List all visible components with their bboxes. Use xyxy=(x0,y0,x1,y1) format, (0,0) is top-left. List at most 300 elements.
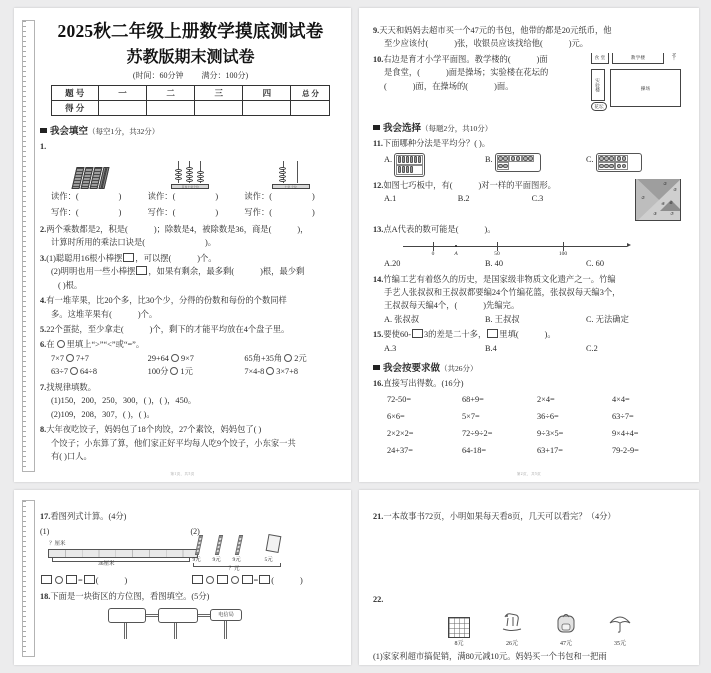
compare-circle-icon[interactable] xyxy=(170,367,178,375)
price-4: 5元 xyxy=(264,557,273,564)
question-2 xyxy=(40,223,341,250)
q12-option-c[interactable]: C.3 xyxy=(531,194,544,204)
question-13 xyxy=(373,223,687,271)
question-number: 18. xyxy=(40,591,51,601)
sub-label: (1) xyxy=(40,527,50,537)
map-flowerbed: 花坛 xyxy=(591,102,607,111)
page-2 xyxy=(359,8,699,482)
question-number: 22. xyxy=(373,595,384,605)
street-map-diagram xyxy=(40,606,341,640)
length-bar-figure xyxy=(40,539,191,569)
calc-item[interactable]: 4×4= xyxy=(612,394,630,404)
q7-line1[interactable]: (1)150，200，250，300，( )，( )，450。 xyxy=(51,396,197,406)
empty-box-icon[interactable] xyxy=(84,575,95,584)
question-number: 15. xyxy=(373,330,384,340)
score-col-2: 三 xyxy=(195,86,243,101)
question-16 xyxy=(373,377,687,458)
good-umbrella xyxy=(608,611,632,649)
calc-item[interactable]: 72÷9÷2= xyxy=(462,428,493,438)
expr-right: 9×7 xyxy=(180,353,194,363)
section-title: 我会填空 xyxy=(50,127,89,137)
price-label: 35元 xyxy=(613,640,626,647)
q14-line2: 手艺人张叔叔和王叔叔都要编24个竹编花篮，张叔叔每天编3个， xyxy=(384,287,621,297)
empty-box-icon[interactable] xyxy=(217,575,228,584)
page-footer: 第1页，共5页 xyxy=(170,472,195,476)
q1-write-2[interactable] xyxy=(148,205,245,221)
q6-row-2 xyxy=(40,365,341,378)
score-table xyxy=(51,85,331,116)
paren: ) xyxy=(118,208,122,218)
q13-option-a[interactable]: A.20 xyxy=(384,259,401,269)
group-cell xyxy=(497,155,510,163)
q6-compare-item[interactable] xyxy=(244,352,341,365)
exam-meta xyxy=(40,70,341,81)
q6-compare-item[interactable] xyxy=(244,365,341,378)
tangram-label-1: ① xyxy=(663,180,667,186)
map-north-indicator xyxy=(667,53,681,64)
q14-text-c: )先编完。 xyxy=(483,301,520,311)
compare-circle-icon[interactable] xyxy=(284,354,292,362)
score-col-3: 四 xyxy=(243,86,291,101)
page-footer: 第2页，共5页 xyxy=(516,472,542,476)
price-label: 8元 xyxy=(454,640,464,647)
q9-text-d: )元。 xyxy=(568,39,589,49)
question-number: 1. xyxy=(40,142,47,151)
sticks-bundle-figure xyxy=(40,167,140,189)
price-items-figure xyxy=(191,539,342,573)
street-node-2[interactable] xyxy=(158,608,198,623)
q1-write-row xyxy=(40,205,341,221)
empty-box-icon[interactable] xyxy=(66,575,77,584)
q1-read-1[interactable] xyxy=(51,189,148,205)
unknown-length-label: ？厘米 xyxy=(49,541,66,548)
question-number: 16. xyxy=(373,379,384,389)
operator-circle-icon[interactable] xyxy=(206,576,214,584)
tick-label-0: 0 xyxy=(431,251,435,258)
question-number: 7. xyxy=(40,382,47,392)
calc-item[interactable]: 6×6= xyxy=(387,411,405,421)
page-3-body xyxy=(40,508,341,642)
empty-box-icon[interactable] xyxy=(192,575,203,584)
compare-circle-icon[interactable] xyxy=(66,354,74,362)
q11-option-c[interactable] xyxy=(586,153,687,172)
option-letter: A. xyxy=(384,154,393,164)
tangram-label-7: ⑦ xyxy=(670,210,674,216)
q4-text-b: 多。这堆苹果有( xyxy=(51,309,112,319)
section-note: （每空1分，共32分） xyxy=(88,127,160,136)
page-3 xyxy=(14,490,351,665)
read-label: 读作：( xyxy=(51,192,79,202)
empty-box-icon[interactable] xyxy=(487,329,498,338)
group-cell xyxy=(598,162,616,170)
calc-item[interactable]: 63÷7= xyxy=(612,411,634,421)
q2-text-c: )， xyxy=(297,224,309,234)
empty-box-icon[interactable] xyxy=(136,266,147,275)
group-cell xyxy=(615,155,628,163)
question-number: 9. xyxy=(373,26,380,35)
street-segment xyxy=(174,623,177,639)
calc-item[interactable]: 2×4= xyxy=(537,394,555,404)
q1-read-2[interactable] xyxy=(148,189,245,205)
q14-text-b: 王叔叔每天编4个，( xyxy=(384,301,458,311)
q3-line3[interactable]: ( )根。 xyxy=(58,280,83,290)
section-compute xyxy=(373,360,687,374)
q13-option-b[interactable]: B. 40 xyxy=(485,259,503,269)
abacus-base-label: 十位 个位 xyxy=(272,184,310,189)
q5-text-a: 22个蛋挞，至少拿走( xyxy=(46,325,124,334)
score-cell[interactable] xyxy=(243,101,291,116)
q2-text-b: )；除数是4，被除数是36，商是( xyxy=(153,224,272,234)
q17-answer-2[interactable]: = ( ) xyxy=(191,574,342,587)
q2-line2 xyxy=(40,236,341,249)
notebook-icon xyxy=(267,535,280,556)
q1-read-3[interactable] xyxy=(244,189,341,205)
question-6 xyxy=(40,338,341,378)
question-18 xyxy=(40,590,341,640)
number-line-diagram xyxy=(373,239,687,257)
score-cell[interactable] xyxy=(147,101,195,116)
q22-goods-row xyxy=(373,611,687,649)
street-node-1[interactable] xyxy=(108,608,146,623)
option-letter: B. xyxy=(485,154,493,164)
section-title: 我会按要求做 xyxy=(383,364,441,375)
page-2-body xyxy=(373,22,687,461)
compare-circle-icon[interactable] xyxy=(266,367,274,375)
paren: ) xyxy=(215,192,219,202)
score-col-0: 一 xyxy=(98,86,146,101)
page-title: 2025秋二年级上册数学摸底测试卷 xyxy=(57,21,324,41)
q14-option-c[interactable]: C. 无法确定 xyxy=(586,314,629,324)
empty-box-icon[interactable] xyxy=(41,575,52,584)
q14-option-a[interactable]: A. 张叔叔 xyxy=(384,314,420,324)
tangram-label-2: ② xyxy=(641,194,645,200)
compare-circle-icon[interactable] xyxy=(171,354,179,362)
page-edge-ruler xyxy=(22,500,35,657)
q11-option-b[interactable] xyxy=(485,153,586,172)
question-3 xyxy=(40,252,341,292)
q11-option-a[interactable] xyxy=(384,153,485,177)
q4-text-a: 有一堆苹果，比20个多，比30个少，分得的份数和每份的个数同样 xyxy=(46,296,287,306)
question-number: 4. xyxy=(40,296,47,306)
good-rocking-horse xyxy=(500,611,524,649)
q15-text-c: 里填( xyxy=(499,330,519,340)
q21-answer-space[interactable] xyxy=(373,525,687,591)
q17-sub-1 xyxy=(40,525,191,587)
q8-line3[interactable]: 有( )口人。 xyxy=(51,451,92,461)
q17-answer-1[interactable]: = ( ) xyxy=(40,574,191,587)
q17-head: 看图列式计算。(4分) xyxy=(50,512,127,521)
north-arrow-icon: ↑ xyxy=(672,56,676,63)
good-rubik-cube xyxy=(448,617,470,650)
q9-text-c: )张，收银员应该找给他( xyxy=(454,39,543,49)
tick-label-100: 100 xyxy=(558,251,568,258)
question-number: 17. xyxy=(40,512,51,521)
q6-compare-item[interactable] xyxy=(51,365,148,378)
q13-stem-a: 点A代表的数可能是( xyxy=(383,224,459,234)
question-11 xyxy=(373,137,687,176)
q10-text-e: ( xyxy=(384,81,387,91)
rocking-horse-icon xyxy=(500,611,524,633)
q11-stem[interactable]: 下面哪种分法是平均分？( )。 xyxy=(382,139,491,149)
table-row xyxy=(51,86,330,101)
question-15 xyxy=(373,328,687,355)
q15-text-b: 3的差是二十多， xyxy=(424,330,487,340)
q10-line2 xyxy=(373,66,571,79)
map-teaching-building: 教学楼 xyxy=(612,53,664,64)
street-segment xyxy=(224,621,227,639)
score-cell[interactable] xyxy=(98,101,146,116)
abacus-figure-1 xyxy=(140,159,240,189)
question-1 xyxy=(40,140,341,221)
q14-line3 xyxy=(373,299,687,312)
q8-line2: 个饺子；小东算了算，他们家正好平均每人吃9个饺子，小东家一共 xyxy=(51,438,296,448)
total-price-label: ？元 xyxy=(228,566,240,573)
q3-text-c: )个。 xyxy=(197,253,217,263)
q6-compare-item[interactable] xyxy=(148,352,245,365)
section-title: 我会选择 xyxy=(383,124,422,135)
expr-left: 29+64 xyxy=(147,353,169,363)
section-multiple-choice xyxy=(373,120,687,134)
q9-text-a: 天天和妈妈去超市买一个47元的书包，他带的都是20元纸币，他 xyxy=(379,26,612,35)
compare-circle-icon[interactable] xyxy=(70,367,78,375)
write-label: 写作：( xyxy=(244,208,272,218)
empty-box-icon[interactable] xyxy=(242,575,253,584)
operator-circle-icon[interactable] xyxy=(231,576,239,584)
oral-calculation-grid xyxy=(373,391,687,459)
score-col-total: 总 分 xyxy=(291,86,330,101)
calc-item[interactable]: 72-50= xyxy=(387,394,412,404)
q15-text-a: 要使60- xyxy=(383,330,412,340)
q22-line1: (1)家家利超市搞促销，满80元减10元。妈妈买一个书包和一把雨 xyxy=(373,652,607,662)
price-3: 9元 xyxy=(232,557,241,564)
q10-text-d: )面是操场；实验楼在花坛的 xyxy=(445,68,549,78)
operator-circle-icon[interactable] xyxy=(55,576,63,584)
time-limit: (时间：60分钟 xyxy=(132,71,184,80)
q4-text-c: )个。 xyxy=(137,309,158,319)
tick-label-50: 50 xyxy=(494,251,500,258)
table-row xyxy=(51,101,330,116)
map-lab-building: 实验楼 xyxy=(591,69,605,101)
q14-option-b[interactable]: B. 王叔叔 xyxy=(485,314,520,324)
section-fill-in xyxy=(40,123,341,137)
calc-item[interactable]: 9÷3×5= xyxy=(537,428,564,438)
price-1: 9元 xyxy=(192,557,201,564)
q1-write-3[interactable] xyxy=(244,205,341,221)
q6-row-1 xyxy=(40,352,341,365)
question-4 xyxy=(40,294,341,321)
paren: ) xyxy=(118,192,122,202)
question-number: 2. xyxy=(40,224,47,234)
q6-compare-item[interactable] xyxy=(148,365,245,378)
q7-line2[interactable]: (2)109，208，307，( )，( )。 xyxy=(51,409,155,419)
q9-line2 xyxy=(373,37,687,50)
expr-right: 1元 xyxy=(180,367,193,377)
abacus-icon xyxy=(169,159,211,189)
q14-options xyxy=(373,313,687,326)
price-2: 9元 xyxy=(212,557,221,564)
total-length-label: 36厘米 xyxy=(98,561,115,568)
axis-arrow-icon xyxy=(627,243,631,247)
q12-stem-b: )对一样的平面图形。 xyxy=(478,180,556,190)
question-14 xyxy=(373,273,687,327)
question-8 xyxy=(40,423,341,463)
q3-line2 xyxy=(40,265,341,278)
question-number: 21. xyxy=(373,512,384,521)
q6-text-b: 里填上“>”“<”或“=”。 xyxy=(66,340,145,350)
q4-line2 xyxy=(40,308,341,321)
page-1 xyxy=(14,8,351,482)
q12-option-b[interactable]: B.2 xyxy=(457,194,470,204)
question-number: 3. xyxy=(40,253,47,263)
calc-item[interactable]: 24+37= xyxy=(387,445,413,455)
street-segment xyxy=(124,623,127,639)
score-col-1: 二 xyxy=(147,86,195,101)
q6-text-a: 在 xyxy=(46,340,55,350)
section-marker-icon xyxy=(373,364,380,371)
q18-head: 下面是一块街区的方位图，看图填空。(5分) xyxy=(50,591,210,601)
tangram-diagram xyxy=(635,179,681,221)
score-row-label-1: 得 分 xyxy=(51,101,98,116)
tangram-label-6: ⑥ xyxy=(669,199,673,205)
q15-option-c[interactable]: C.2 xyxy=(586,343,598,353)
q10-line3 xyxy=(373,80,571,93)
q10-text-f: )面，在操场的( xyxy=(412,81,469,91)
q1-write-1[interactable] xyxy=(51,205,148,221)
map-playground: 操场 xyxy=(610,69,681,107)
expr-right: 2元 xyxy=(294,353,307,363)
q11-options xyxy=(373,153,687,177)
q14-text-a: 竹编工艺有着悠久的历史，是国家级非物质文化遗产之一。竹编 xyxy=(383,274,616,284)
q10-text-g: )面。 xyxy=(494,81,514,91)
q12-option-a[interactable]: A.1 xyxy=(384,194,397,204)
q15-options xyxy=(373,342,687,355)
calc-item[interactable]: 63+17= xyxy=(537,445,563,455)
question-number: 10. xyxy=(373,54,384,64)
q3-text-f: )根，最少剩 xyxy=(260,267,305,277)
empty-box-icon[interactable] xyxy=(123,253,134,262)
tick-label-a: A xyxy=(454,251,458,258)
question-number: 12. xyxy=(373,180,384,190)
map-canteen: 食 堂 xyxy=(591,53,609,64)
counting-sticks-icon xyxy=(74,167,107,189)
expr-left: 7×4-8 xyxy=(244,367,265,377)
q15-option-a[interactable]: A.3 xyxy=(384,343,397,353)
expr-left: 7×7 xyxy=(51,353,64,363)
calc-item[interactable]: 9×4+4= xyxy=(612,428,639,438)
page-subtitle: 苏教版期末测试卷 xyxy=(126,49,255,66)
tangram-label-5: ⑤ xyxy=(673,186,677,192)
section-marker-icon xyxy=(40,127,47,134)
empty-box-icon[interactable] xyxy=(259,575,270,584)
grouping-picture-a xyxy=(394,153,425,177)
expr-right: 7+7 xyxy=(75,353,89,363)
question-10 xyxy=(373,53,687,115)
group-cell xyxy=(396,165,423,175)
rubiks-cube-icon xyxy=(448,617,470,638)
q9-text-b: 至少应该付( xyxy=(384,39,429,49)
write-label: 写作：( xyxy=(147,208,176,218)
full-score: 满分：100分) xyxy=(201,71,249,80)
umbrella-icon xyxy=(608,611,632,633)
section-note: （每题2分，共10分） xyxy=(421,124,493,134)
school-plan-diagram xyxy=(591,53,687,115)
q15-option-b[interactable]: B.4 xyxy=(485,343,497,353)
q13-option-c[interactable]: C. 60 xyxy=(586,259,604,269)
expr-left: 65角+35角 xyxy=(244,353,283,363)
page-edge-ruler xyxy=(22,20,35,472)
abacus-icon xyxy=(270,159,312,189)
question-22 xyxy=(373,593,687,663)
q1-figures xyxy=(40,155,341,189)
question-9 xyxy=(373,24,687,51)
q10-text-a: 右边是育才小学平面图。教学楼的( xyxy=(383,54,511,64)
street-node-telecom[interactable]: 电信局 xyxy=(210,609,242,621)
abacus-figure-2 xyxy=(241,159,341,189)
street-segment xyxy=(146,614,158,617)
q3-text-d: (2)明明也用一些小棒摆 xyxy=(51,267,136,277)
write-label: 写作：( xyxy=(51,208,79,218)
q2-text-e: )。 xyxy=(205,238,217,248)
calc-item[interactable]: 79-2-9= xyxy=(612,445,639,455)
q16-head: 直接写出得数。(16分) xyxy=(383,379,464,389)
compare-circle-icon[interactable] xyxy=(57,340,65,348)
q10-text-b: )面 xyxy=(536,54,548,64)
question-21 xyxy=(373,510,687,523)
calc-item[interactable]: 68+9= xyxy=(462,394,484,404)
price-label: 26元 xyxy=(505,640,518,647)
paren: ) xyxy=(215,208,219,218)
q6-compare-item[interactable] xyxy=(51,352,148,365)
calc-item[interactable]: 36÷6= xyxy=(537,411,559,421)
street-segment xyxy=(198,614,210,617)
tangram-label-4: ④ xyxy=(661,200,665,206)
calc-item[interactable]: 2×2×2= xyxy=(387,428,414,438)
question-number: 13. xyxy=(373,224,384,234)
length-brace xyxy=(52,558,190,562)
calc-item[interactable]: 5×7= xyxy=(462,411,480,421)
question-number: 8. xyxy=(40,425,47,435)
segmented-bar-icon xyxy=(48,549,198,558)
question-number: 14. xyxy=(373,274,384,284)
section-marker-icon xyxy=(373,124,380,131)
read-label: 读作：( xyxy=(147,192,176,202)
group-cell xyxy=(615,162,628,170)
q10-text-c: 是食堂，( xyxy=(384,68,420,78)
q2-text-d: 计算时所用的乘法口诀是( xyxy=(51,238,146,248)
read-label: 读作：( xyxy=(244,192,272,202)
q5-text-b: )个，剩下的才能平均放在4个盘子里。 xyxy=(149,325,290,334)
question-12 xyxy=(373,179,687,221)
question-number: 11. xyxy=(373,139,383,149)
empty-box-icon[interactable] xyxy=(412,329,423,338)
q13-options xyxy=(373,257,687,270)
calc-item[interactable]: 64-18= xyxy=(462,445,487,455)
abacus-base-label: 百位十位个位 xyxy=(171,184,209,189)
grouping-picture-b xyxy=(495,153,541,172)
score-cell[interactable] xyxy=(195,101,243,116)
page-1-body xyxy=(40,16,341,465)
question-5 xyxy=(40,323,341,336)
north-label: 北 xyxy=(671,52,677,58)
q15-text-d: )。 xyxy=(544,330,556,340)
sub-label: (2) xyxy=(190,527,200,537)
expr-right: 3×7+8 xyxy=(276,367,299,377)
expr-right: 64÷8 xyxy=(80,367,97,377)
group-cell xyxy=(497,162,510,170)
expr-left: 100分 xyxy=(147,367,169,377)
score-cell[interactable] xyxy=(291,101,330,116)
page-4 xyxy=(359,490,699,665)
